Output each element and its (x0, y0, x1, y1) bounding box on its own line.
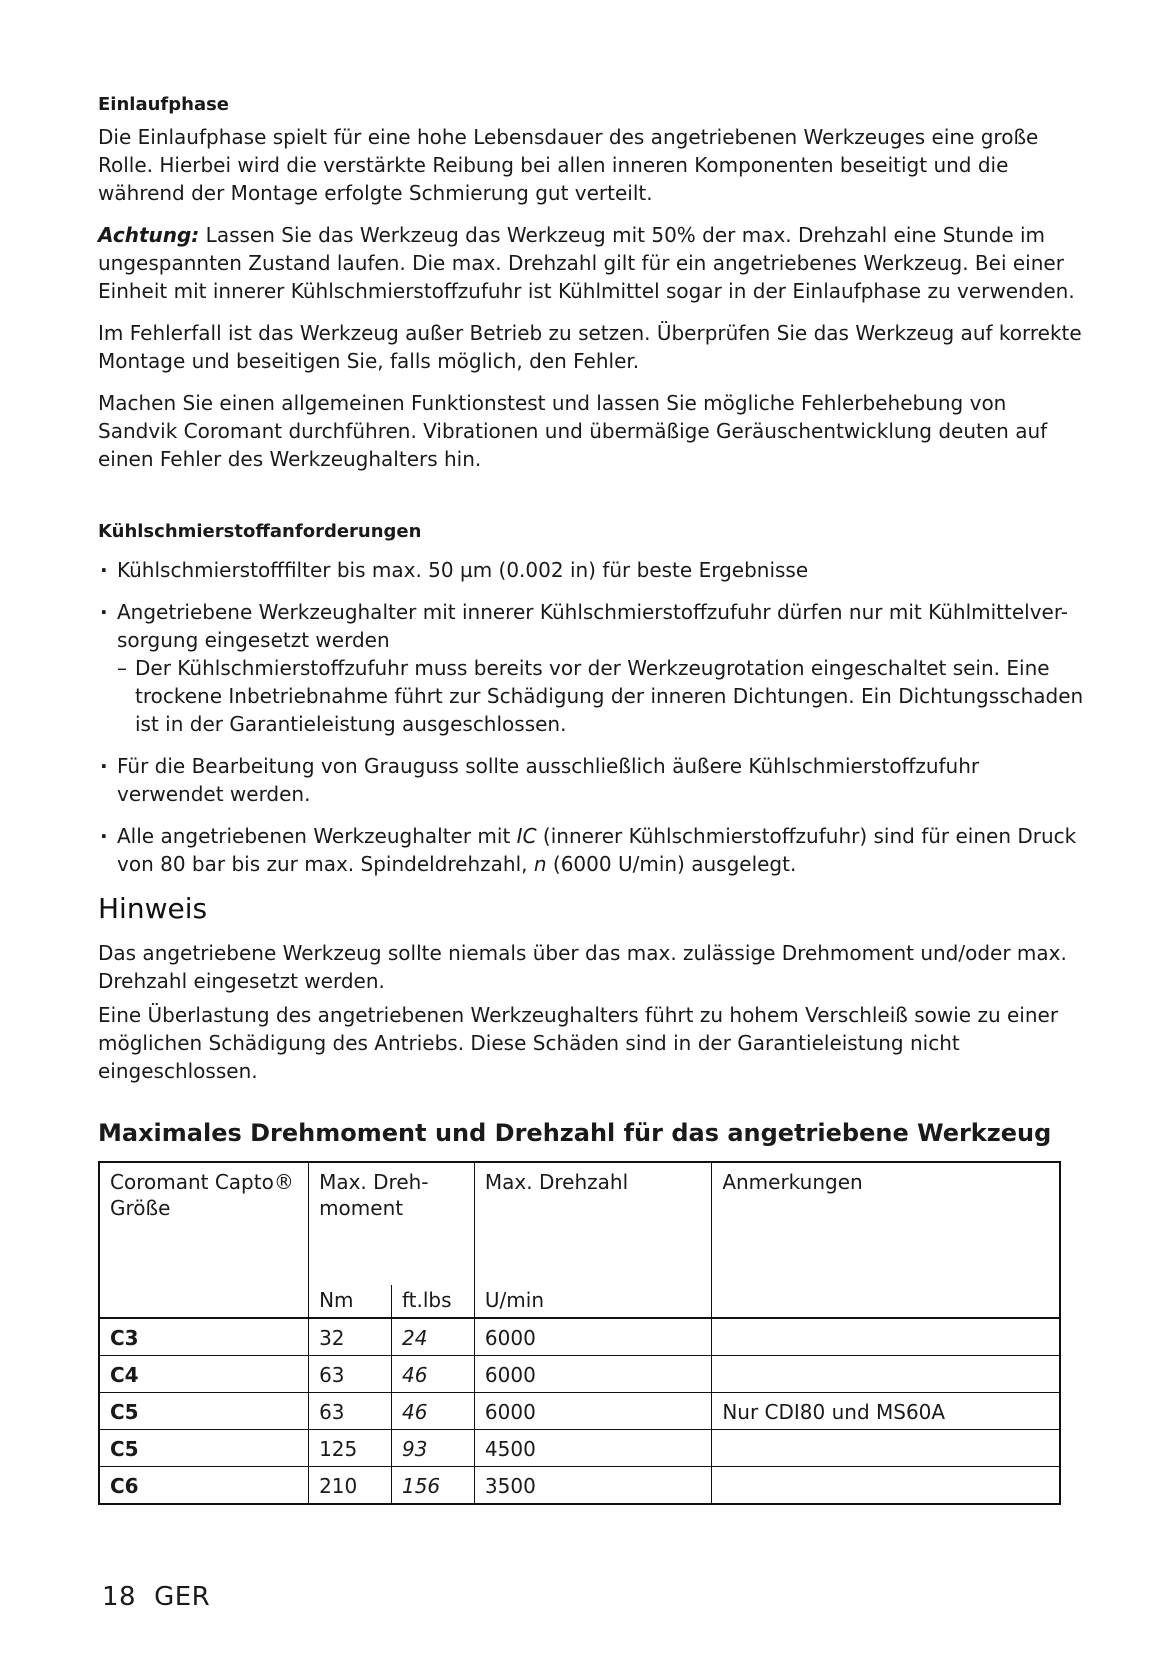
torque-speed-table (98, 1161, 1061, 1505)
table-row: C5 125 93 4500 (99, 1430, 1060, 1467)
list-item-text: (6000 U/min) ausgelegt. (546, 852, 797, 876)
table-row: C4 63 46 6000 (99, 1356, 1060, 1393)
coolant-requirements-list (98, 556, 1088, 878)
list-item-text: Angetriebene Werkzeughalter mit innerer Kühlschmierstoffzufuhr dürfen nur mit Kühlmittelver-sorgung eingesetzt werden (117, 600, 1069, 652)
list-item (98, 598, 1088, 738)
table-row: C5 63 46 6000 Nur CDI80 und MS60A (99, 1393, 1060, 1430)
paragraph-fault-case: Im Fehlerfall ist das Werkzeug außer Betrieb zu setzen. Überprüfen Sie das Werkzeug auf korrekte Montage und beseitigen Sie, falls möglich, den Fehler. (98, 321, 1082, 373)
paragraph-attention (98, 221, 1088, 305)
paragraph-note-1: Das angetriebene Werkzeug sollte niemals über das max. zulässige Drehmoment und/oder max. Drehzahl eingesetzt werden. (98, 941, 1067, 993)
attention-text: Lassen Sie das Werkzeug das Werkzeug mit 50% der max. Drehzahl eine Stunde im ungespannten Zustand laufen. Die max. Drehzahl gilt für ein angetriebenes Werkzeug. Bei einer Einheit mit innerer Kühlschmierstoffzufuhr ist Kühlmittel sogar in der Einlaufphase zu verwenden. (98, 223, 1075, 303)
page-number: 18 (102, 1582, 137, 1612)
header-size: Coromant Capto® Größe (99, 1162, 309, 1318)
list-item (98, 822, 1088, 878)
table-row: C6 210 156 3500 (99, 1467, 1060, 1505)
paragraph-note-2: Eine Überlastung des angetriebenen Werkzeughalters führt zu hohem Verschleiß sowie zu einer möglichen Schädigung des Antriebs. Diese Schäden sind in der Garantieleistung nicht eingeschlossen. (98, 1003, 1059, 1083)
language-code: GER (154, 1582, 211, 1612)
header-notes: Anmerkungen (712, 1162, 1060, 1318)
list-item: · Für die Bearbeitung von Grauguss sollte ausschließlich äußere Kühlschmierstoffzufuhr verwendet werden. (98, 752, 1088, 808)
section-heading-note: Hinweis (98, 892, 208, 925)
unit-ftlbs: ft.lbs (391, 1285, 474, 1318)
list-item: · Kühlschmierstofffilter bis max. 50 µm (0.002 in) für beste Ergebnisse (98, 556, 1088, 584)
section-heading-run-in: Einlaufphase (98, 94, 230, 115)
ic-abbreviation: IC (516, 824, 537, 848)
paragraph-function-test: Machen Sie einen allgemeinen Funktionstest und lassen Sie mögliche Fehlerbehebung von Sandvik Coromant durchführen. Vibrationen und übermäßige Geräuschentwicklung deuten auf einen Fehler des Werkzeughalters hin. (98, 391, 1048, 471)
unit-nm: Nm (309, 1285, 392, 1318)
table-row: C3 32 24 6000 (99, 1318, 1060, 1356)
n-symbol: n (533, 852, 547, 876)
table-heading: Maximales Drehmoment und Drehzahl für das angetriebene Werkzeug (98, 1119, 1052, 1147)
attention-label: Achtung: (98, 223, 200, 247)
page-content (98, 94, 1088, 1505)
header-torque: Max. Dreh- moment (309, 1162, 475, 1285)
header-speed: Max. Drehzahl (474, 1162, 711, 1285)
list-item-text: (innerer Kühlschmierstoffzufuhr) sind für einen Druck von 80 bar bis zur max. Spindeldrehzahl, (117, 824, 1077, 876)
sub-list-item: – Der Kühlschmierstoffzufuhr muss bereits vor der Werkzeugrotation eingeschaltet sein. Eine trockene Inbetriebnahme führt zur Schädigung der inneren Dichtungen. Ein Dichtungsschaden ist in der Garantieleistung ausgeschlossen. (117, 654, 1088, 738)
list-item-text: Alle angetriebenen Werkzeughalter mit (117, 824, 517, 848)
unit-rpm: U/min (474, 1285, 711, 1318)
page-footer (102, 1582, 228, 1612)
section-heading-coolant: Kühlschmierstoffanforderungen (98, 521, 422, 542)
paragraph-run-in-intro: Die Einlaufphase spielt für eine hohe Lebensdauer des angetriebenen Werkzeuges eine große Rolle. Hierbei wird die verstärkte Reibung bei allen inneren Komponenten beseitigt und die während der Montage erfolgte Schmierung gut verteilt. (98, 125, 1039, 205)
